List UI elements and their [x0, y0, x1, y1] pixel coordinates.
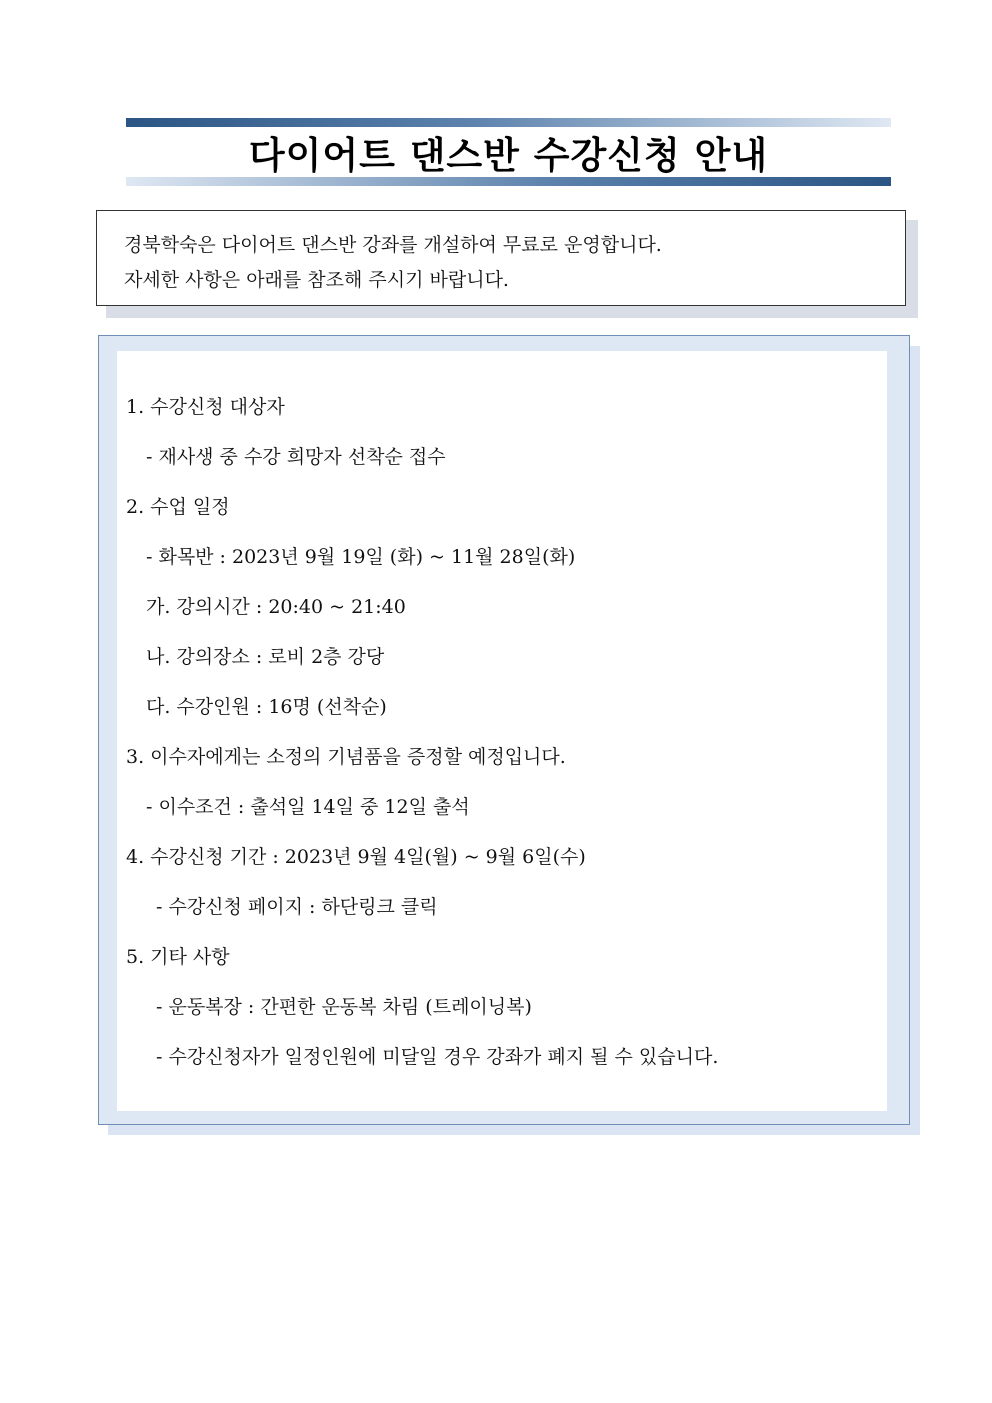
section-2-schedule: - 화목반 : 2023년 9월 19일 (화) ~ 11월 28일(화) [146, 546, 576, 568]
section-1-detail: - 재사생 중 수강 희망자 선착순 접수 [146, 446, 446, 468]
section-5-attire: - 운동복장 : 간편한 운동복 차림 (트레이닝복) [156, 996, 532, 1018]
section-4-detail: - 수강신청 페이지 : 하단링크 클릭 [156, 896, 438, 918]
section-5-heading: 5. 기타 사항 [126, 946, 230, 968]
section-3-heading: 3. 이수자에게는 소정의 기념품을 증정할 예정입니다. [126, 746, 566, 768]
title-bar-bottom [126, 177, 891, 186]
section-2-location: 나. 강의장소 : 로비 2층 강당 [146, 646, 385, 668]
intro-line-1: 경북학숙은 다이어트 댄스반 강좌를 개설하여 무료로 운영합니다. [124, 234, 662, 256]
section-2-heading: 2. 수업 일정 [126, 496, 230, 518]
section-1-heading: 1. 수강신청 대상자 [126, 396, 285, 418]
section-3-condition: - 이수조건 : 출석일 14일 중 12일 출석 [146, 796, 470, 818]
section-2-time: 가. 강의시간 : 20:40 ~ 21:40 [146, 596, 406, 618]
intro-line-2: 자세한 사항은 아래를 참조해 주시기 바랍니다. [124, 269, 509, 291]
section-5-notice: - 수강신청자가 일정인원에 미달일 경우 강좌가 폐지 될 수 있습니다. [156, 1046, 719, 1068]
section-4-heading: 4. 수강신청 기간 : 2023년 9월 4일(월) ~ 9월 6일(수) [126, 846, 586, 868]
intro-box [96, 210, 906, 306]
page-title: 다이어트 댄스반 수강신청 안내 [248, 134, 769, 177]
section-2-capacity: 다. 수강인원 : 16명 (선착순) [146, 696, 387, 718]
